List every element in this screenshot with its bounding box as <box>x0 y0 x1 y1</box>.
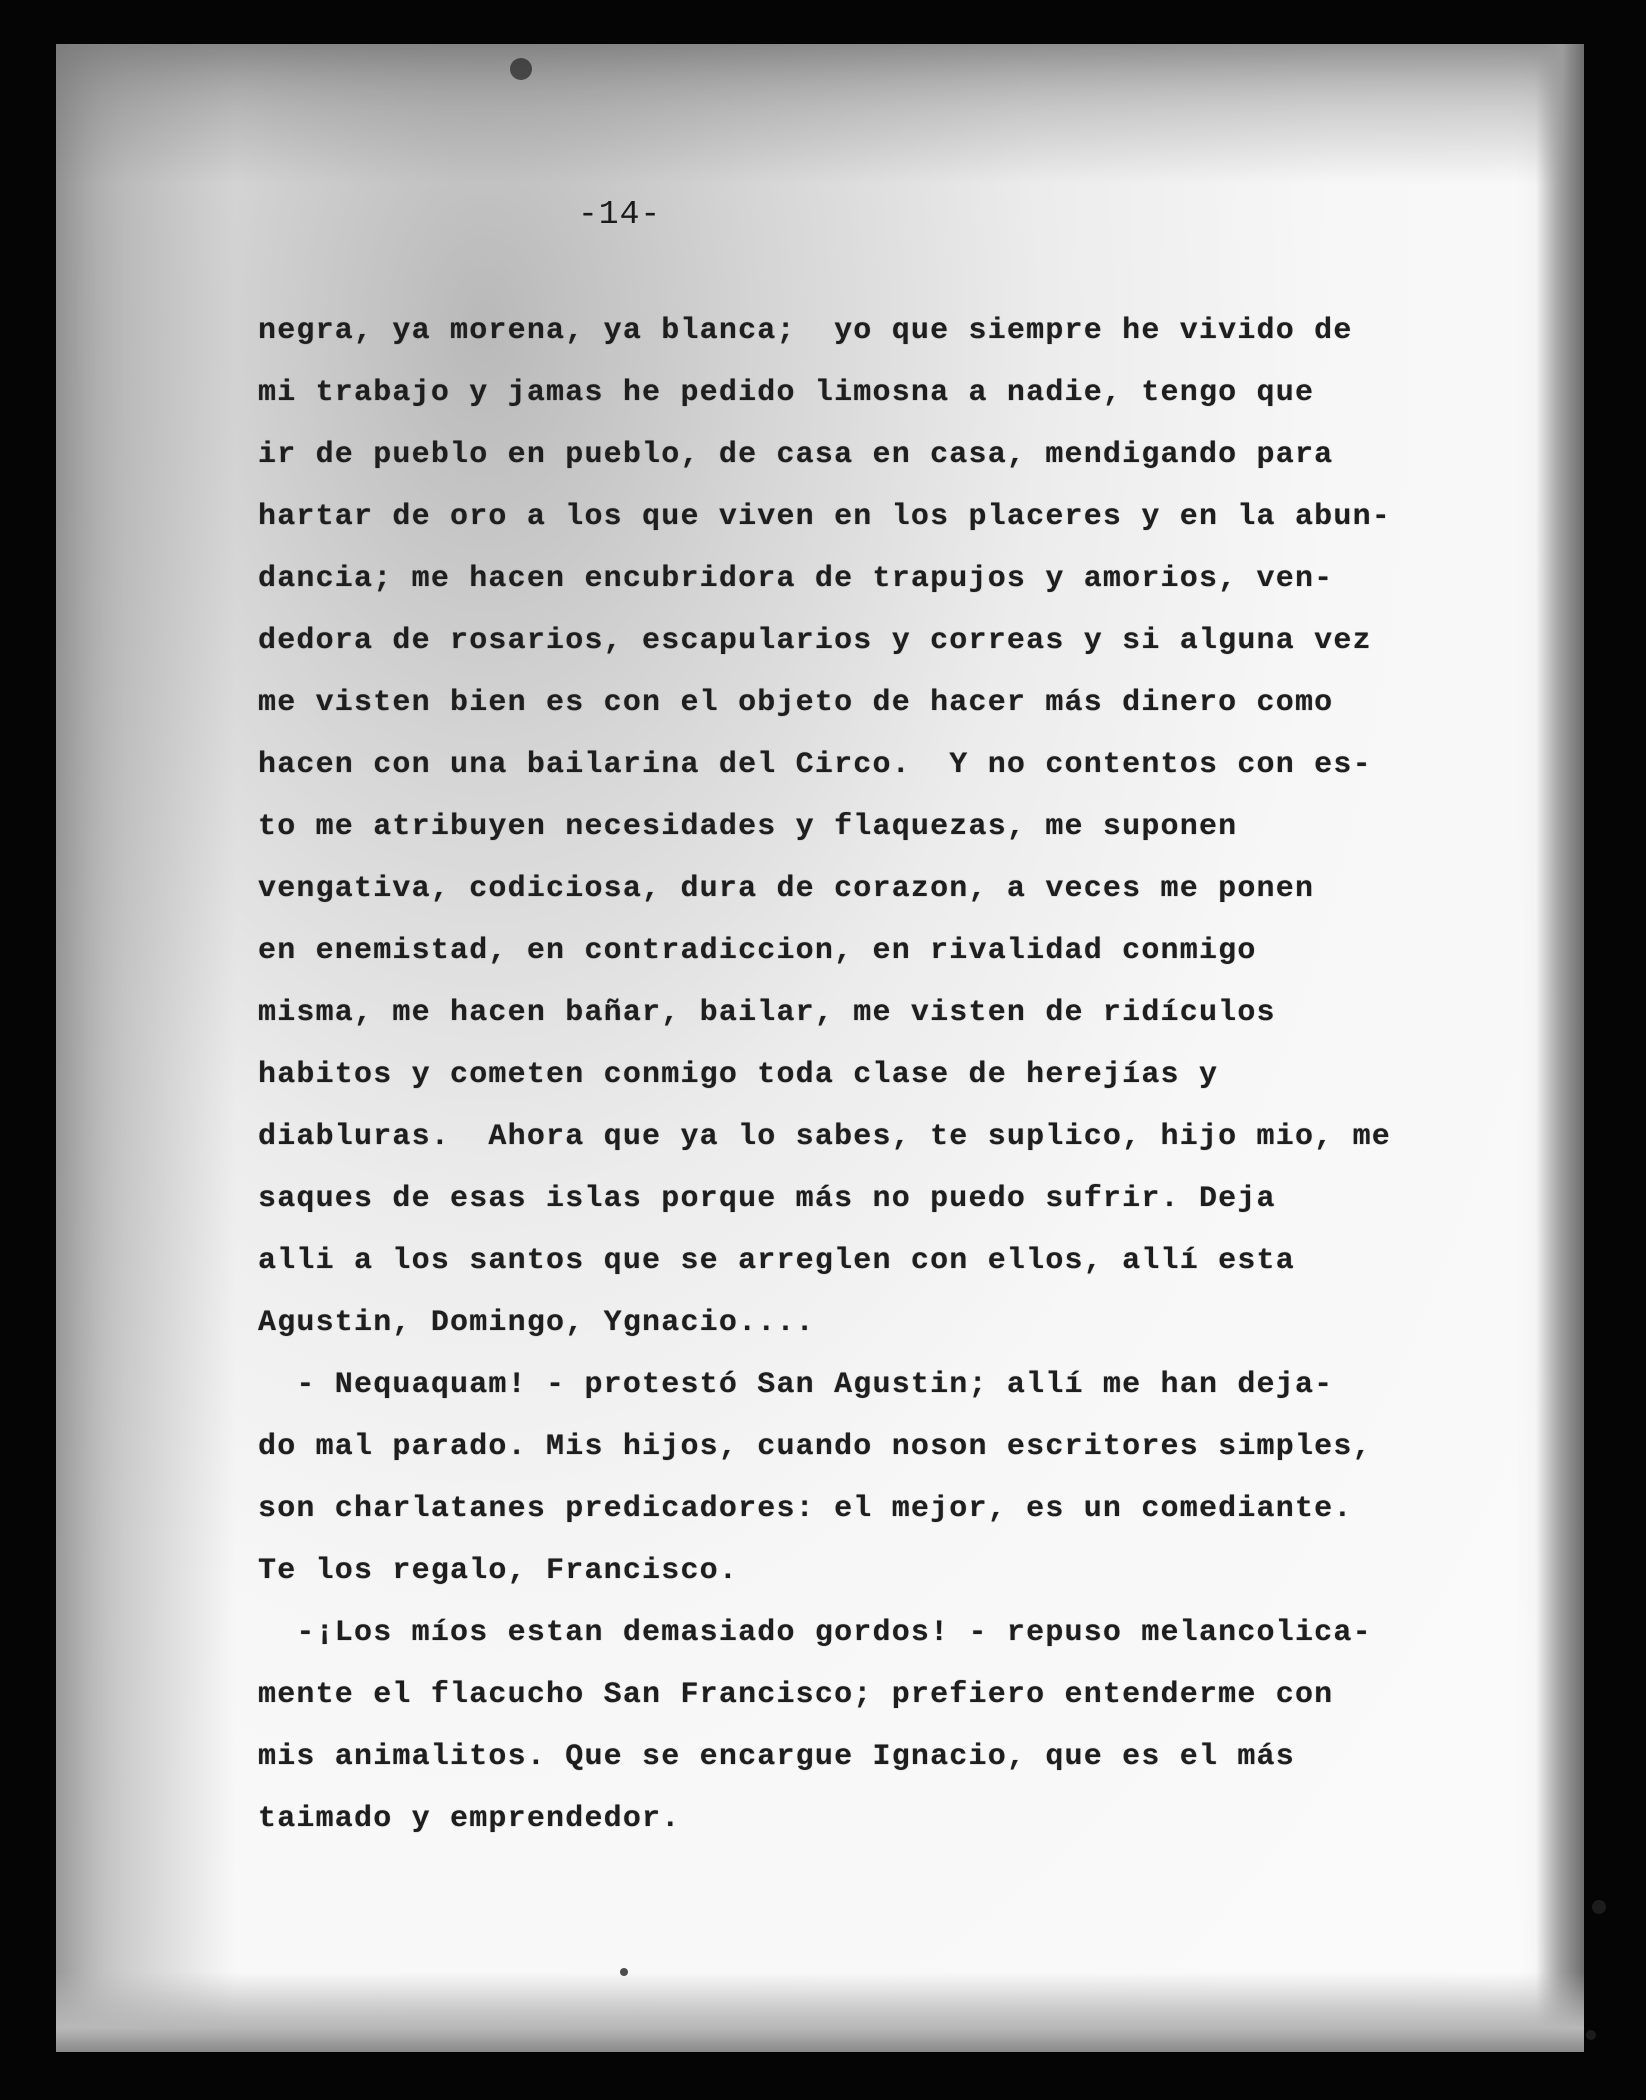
ink-speck <box>1592 1900 1606 1914</box>
text-line: taimado y emprendedor. <box>258 1802 681 1836</box>
text-line: alli a los santos que se arreglen con ellos, allí esta <box>258 1244 1295 1278</box>
paper-stain <box>56 44 236 2052</box>
text-line: negra, ya morena, ya blanca; yo que siempre he vivido de <box>258 314 1353 348</box>
text-line: dancia; me hacen encubridora de trapujos y amorios, ven- <box>258 562 1334 596</box>
ink-speck <box>510 58 532 80</box>
text-line: son charlatanes predicadores: el mejor, es un comediante. <box>258 1492 1353 1526</box>
text-line: vengativa, codiciosa, dura de corazon, a veces me ponen <box>258 872 1315 906</box>
text-line: ir de pueblo en pueblo, de casa en casa, mendigando para <box>258 438 1334 472</box>
text-line: do mal parado. Mis hijos, cuando noson escritores simples, <box>258 1430 1372 1464</box>
ink-speck <box>620 1968 628 1976</box>
text-line: mi trabajo y jamas he pedido limosna a nadie, tengo que <box>258 376 1315 410</box>
text-line: mis animalitos. Que se encargue Ignacio, que es el más <box>258 1740 1295 1774</box>
text-line: -¡Los míos estan demasiado gordos! - repuso melancolica- <box>258 1616 1372 1650</box>
text-line: hacen con una bailarina del Circo. Y no contentos con es- <box>258 748 1372 782</box>
text-line: Agustin, Domingo, Ygnacio.... <box>258 1306 815 1340</box>
text-line: misma, me hacen bañar, bailar, me visten de ridículos <box>258 996 1276 1030</box>
paper-stain <box>56 44 1584 184</box>
text-line: habitos y cometen conmigo toda clase de herejías y <box>258 1058 1219 1092</box>
text-line: hartar de oro a los que viven en los placeres y en la abun- <box>258 500 1391 534</box>
text-line: en enemistad, en contradiccion, en rivalidad conmigo <box>258 934 1257 968</box>
ink-speck <box>1586 2030 1596 2040</box>
text-line: diabluras. Ahora que ya lo sabes, te suplico, hijo mio, me <box>258 1120 1391 1154</box>
page-number: -14- <box>578 196 662 233</box>
text-line: - Nequaquam! - protestó San Agustin; allí me han deja- <box>258 1368 1334 1402</box>
text-line: to me atribuyen necesidades y flaquezas, me suponen <box>258 810 1238 844</box>
text-line: me visten bien es con el objeto de hacer más dinero como <box>258 686 1334 720</box>
body-text <box>258 300 1468 1850</box>
paper-edge <box>1536 44 1584 2052</box>
paper-edge <box>56 1972 1584 2052</box>
text-line: saques de esas islas porque más no puedo sufrir. Deja <box>258 1182 1276 1216</box>
text-line: dedora de rosarios, escapularios y correas y si alguna vez <box>258 624 1372 658</box>
text-line: mente el flacucho San Francisco; prefiero entenderme con <box>258 1678 1334 1712</box>
text-line: Te los regalo, Francisco. <box>258 1554 739 1588</box>
